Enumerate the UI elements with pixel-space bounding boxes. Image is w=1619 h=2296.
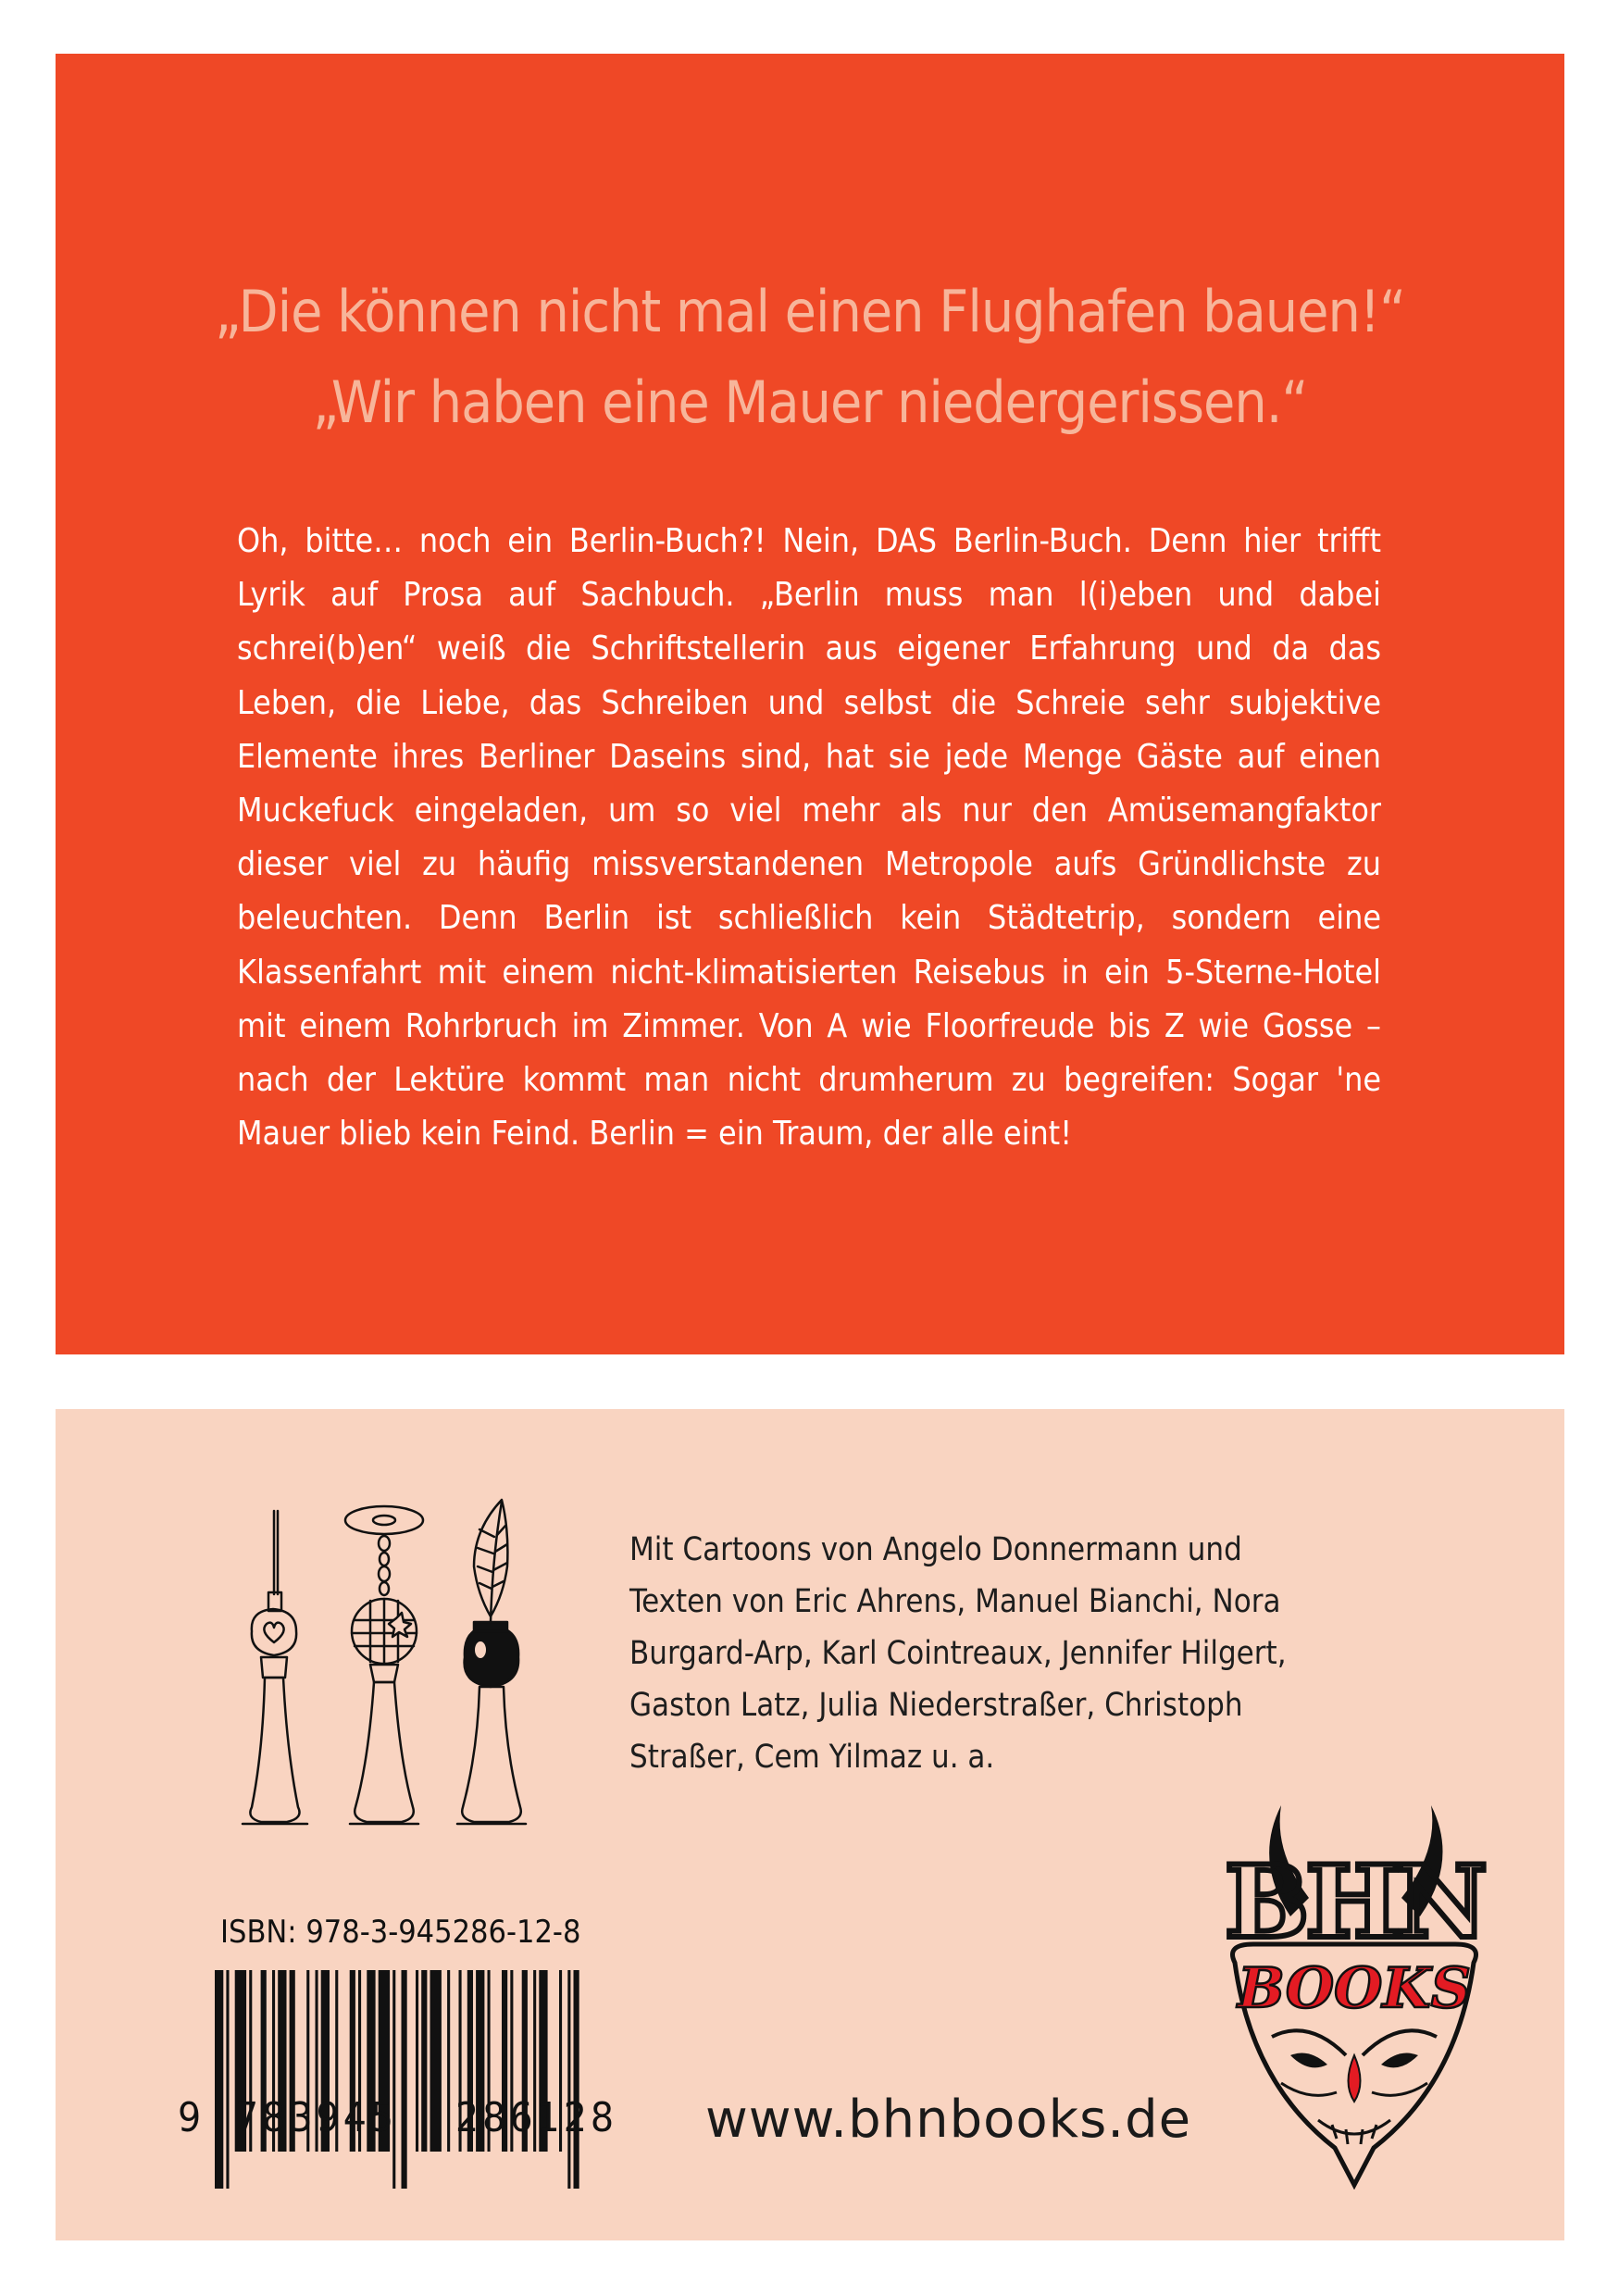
blurb-text: Oh, bitte… noch ein Berlin-Buch?! Nein, DAS Berlin-Buch. Denn hier trifft Lyrik auf Prosa auf Sachbuch. „Berlin muss man l(i)eben und dabei schrei(b)en“ weiß die Schriftstellerin aus eigener Erfahrung und da das Leben, die Liebe, das Schreiben und selbst die Schreie sehr subjektive Elemente ihres Berliner Daseins sind, hat sie jede Menge Gäste auf einen Muckefuck eingeladen, um so viel mehr als nur den Amüsemangfaktor dieser viel zu häufig missverstandenen Metropole aufs Gründlichste zu beleuchten. Denn Berlin ist schließlich kein Städtetrip, sondern eine Klassenfahrt mit einem nicht-klimatisierten Reisebus in ein 5-Sterne-Hotel mit einem Rohrbruch im Zimmer. Von A wie Floorfreude bis Z wie Gosse – nach der Lektüre kommt man nicht drumherum zu begreifen: Sogar 'ne Mauer blieb kein Feind. Berlin = ein Traum, der alle eint! (237, 522, 1381, 1154)
barcode-digits-left: 783945 (235, 2094, 398, 2141)
barcode-bar (402, 1970, 407, 2189)
back-cover-top-panel (56, 54, 1564, 1354)
isbn-label: ISBN: 978-3-945286-12-8 (220, 1914, 581, 1951)
logo-books-text: BOOKS (1238, 1956, 1471, 2021)
back-cover-bottom-panel (56, 1409, 1564, 2240)
barcode-bar (574, 1970, 579, 2189)
barcode-digit-first: 9 (178, 2094, 202, 2141)
barcode-bar (392, 1970, 395, 2189)
barcode-bar (567, 1970, 570, 2189)
barcode-digits (178, 2094, 659, 2150)
publisher-website: www.bhnbooks.de (705, 2090, 1192, 2150)
quote-line-1: „Die können nicht mal einen Flughafen bauen!“ (214, 278, 1406, 345)
tv-tower-heart-icon (243, 1511, 307, 1824)
tv-tower-keychain-icon (345, 1506, 423, 1824)
quote-line-2: „Wir haben eine Mauer niedergerissen.“ (312, 368, 1308, 436)
barcode-bar (226, 1970, 229, 2189)
barcode-bar (215, 1970, 223, 2189)
logo-bhn-text: BHN (1224, 1844, 1485, 1961)
barcode-digits-right: 286128 (455, 2094, 618, 2141)
quill-inkwell-icon (457, 1500, 526, 1824)
cartoon-illustrations (231, 1492, 537, 1867)
bhn-books-logo (1216, 1805, 1492, 2190)
barcode-icon (215, 1970, 624, 2189)
contributors-text: Mit Cartoons von Angelo Donnermann und Texten von Eric Ahrens, Manuel Bianchi, Nora Burgard-Arp, Karl Cointreaux, Jennifer Hilgert, Gaston Latz, Julia Niederstraßer, Christoph Straßer, Cem Yilmaz u. a. (629, 1531, 1287, 1776)
